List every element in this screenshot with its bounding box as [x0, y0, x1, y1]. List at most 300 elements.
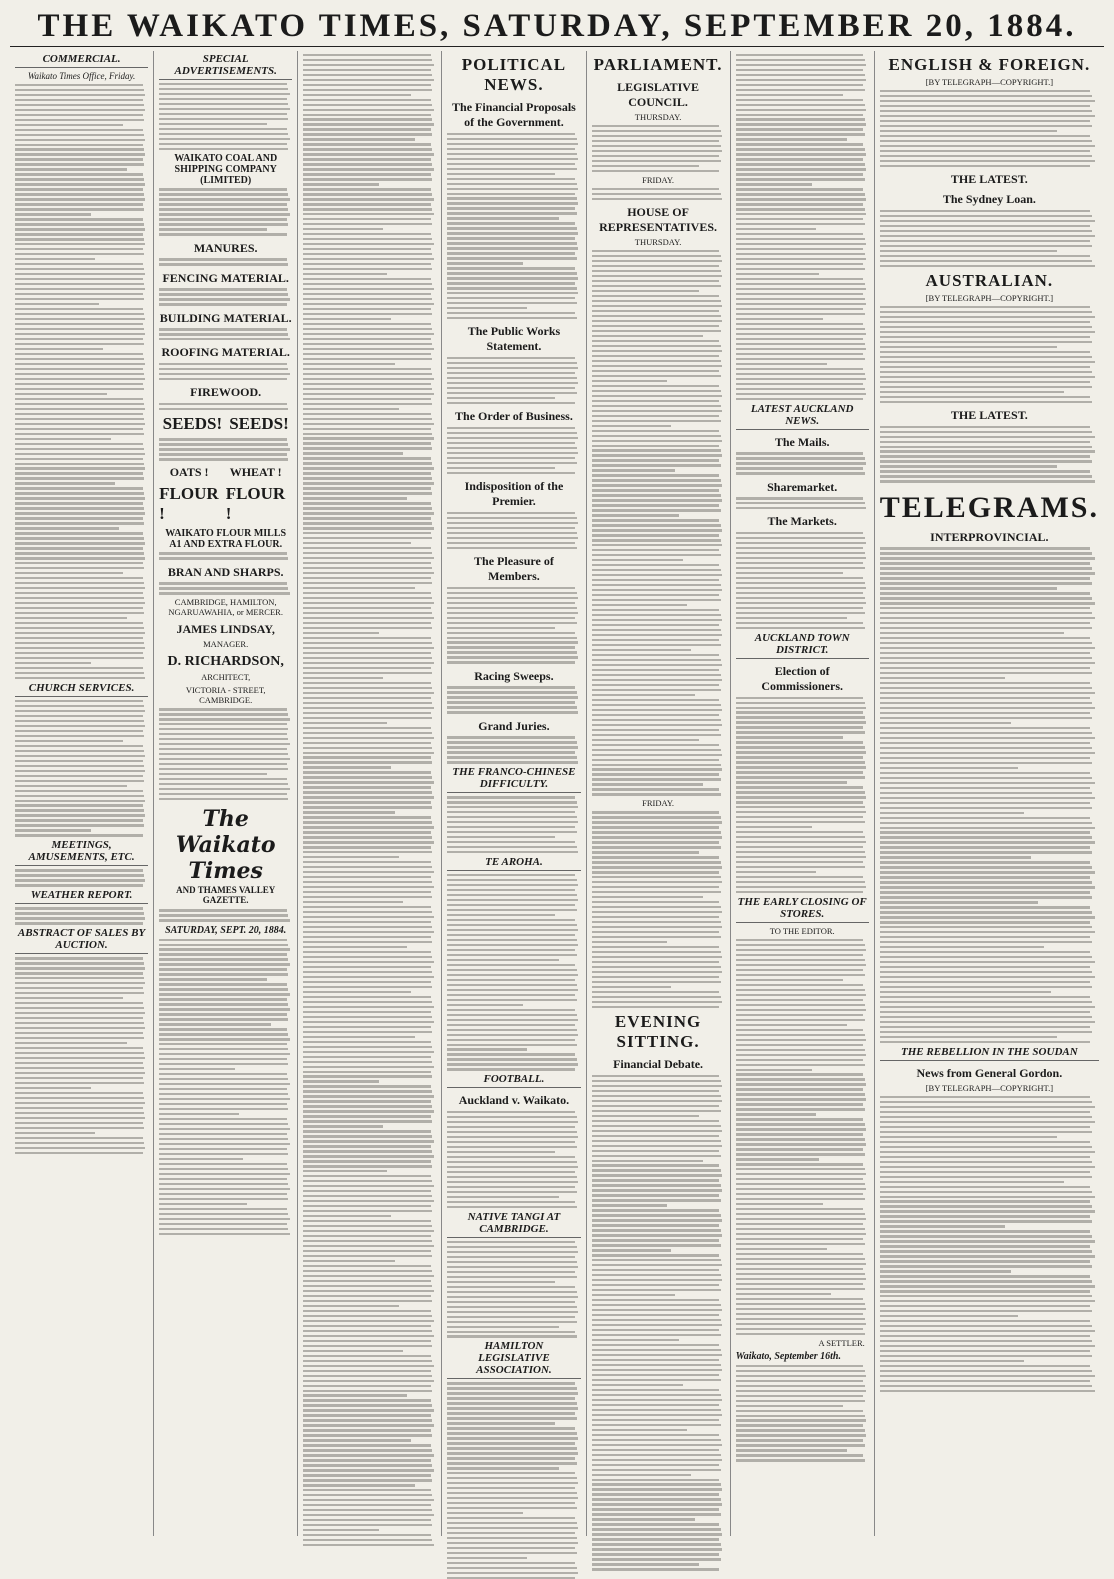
- text-line: [592, 881, 722, 883]
- text-line: [303, 901, 403, 903]
- text-line: [15, 368, 143, 370]
- text-line: [303, 353, 431, 355]
- text-line: [592, 831, 721, 833]
- text-line: [15, 467, 145, 469]
- text-line: [303, 642, 432, 644]
- text-line: [736, 84, 864, 86]
- text-line: [592, 1279, 722, 1281]
- text-line: [447, 148, 575, 150]
- text-line: [303, 1145, 431, 1147]
- text-line: [880, 1295, 1093, 1297]
- text-line: [592, 1483, 721, 1485]
- text-line: [736, 1380, 864, 1382]
- text-line: [303, 791, 432, 793]
- text-block: [880, 547, 1099, 1043]
- text-line: [736, 944, 865, 946]
- text-line: [303, 871, 433, 873]
- text-line: [592, 1304, 721, 1306]
- text-line: [159, 448, 289, 450]
- text-line: [736, 1014, 864, 1016]
- text-block: [736, 1365, 869, 1462]
- text-line: [880, 1041, 1090, 1043]
- text-line: [592, 783, 704, 785]
- text-line: [447, 617, 575, 619]
- text-line: [880, 856, 1031, 858]
- text-line: [159, 587, 288, 589]
- text-line: [159, 557, 288, 559]
- text-line: [447, 1271, 575, 1273]
- text-line: [159, 133, 288, 135]
- text-line: [159, 1088, 287, 1090]
- text-line: [15, 1137, 143, 1139]
- text-line: [303, 1409, 433, 1411]
- text-line: [447, 1029, 576, 1031]
- text-line: [736, 223, 865, 225]
- text-line: [592, 1204, 668, 1206]
- text-line: [880, 662, 1095, 664]
- text-line: [159, 1183, 288, 1185]
- text-line: [736, 587, 866, 589]
- text-line: [736, 1238, 864, 1240]
- text-line: [303, 1494, 432, 1496]
- text-line: [447, 1196, 559, 1198]
- text-line: [15, 532, 143, 534]
- text-line: [736, 1203, 824, 1205]
- text-line: [880, 1305, 1090, 1307]
- text-line: [447, 372, 575, 374]
- text-line: [880, 901, 1038, 903]
- text-line: [880, 1235, 1093, 1237]
- text-line: [303, 89, 432, 91]
- text-line: [303, 687, 432, 689]
- text-line: [447, 1477, 576, 1479]
- text-line: [880, 260, 1093, 262]
- text-line: [447, 1068, 575, 1070]
- text-line: [880, 1016, 1093, 1018]
- text-line: [592, 1508, 720, 1510]
- text-line: [447, 909, 576, 911]
- text-line: [15, 338, 143, 340]
- text-line: [736, 756, 864, 758]
- text-line: [15, 705, 144, 707]
- text-line: [15, 765, 144, 767]
- text-line: [592, 469, 676, 471]
- text-line: [880, 1350, 1090, 1352]
- text-line: [447, 974, 577, 976]
- text-line: [303, 627, 432, 629]
- text-line: [15, 622, 143, 624]
- text-line: [447, 836, 555, 838]
- text-line: [303, 577, 431, 579]
- text-line: [303, 567, 432, 569]
- text-line: [159, 1058, 287, 1060]
- text-line: [303, 1011, 431, 1013]
- text-line: [447, 447, 576, 449]
- text-line: [15, 819, 143, 821]
- text-line: [159, 1113, 239, 1115]
- text-line: [592, 1553, 720, 1555]
- text-line: [592, 1075, 720, 1077]
- text-line: [592, 514, 680, 516]
- text-line: [736, 1093, 865, 1095]
- political-heading: POLITICAL NEWS.: [461, 55, 567, 94]
- text-line: [880, 742, 1090, 744]
- text-line: [159, 743, 289, 745]
- text-line: [592, 390, 721, 392]
- text-line: [736, 702, 865, 704]
- text-line: [15, 507, 144, 509]
- text-line: [592, 729, 720, 731]
- text-line: [880, 115, 1095, 117]
- text-line: [592, 1479, 720, 1481]
- text-line: [880, 225, 1090, 227]
- text-line: [736, 1449, 848, 1451]
- text-line: [15, 992, 144, 994]
- text-line: [303, 766, 391, 768]
- text-line: [447, 382, 577, 384]
- text-line: [592, 569, 721, 571]
- text-line: [447, 1181, 577, 1183]
- text-line: [736, 697, 864, 699]
- text-line: [880, 782, 1095, 784]
- interprovincial-heading: INTERPROVINCIAL.: [930, 529, 1049, 544]
- text-line: [447, 1281, 555, 1283]
- text-line: [15, 418, 144, 420]
- text-line: [159, 1208, 287, 1210]
- text-line: [736, 1273, 865, 1275]
- text-line: [592, 1155, 721, 1157]
- text-line: [303, 1240, 432, 1242]
- text-line: [736, 353, 864, 355]
- text-line: [447, 1507, 576, 1509]
- text-line: [159, 113, 287, 115]
- text-line: [447, 1126, 575, 1128]
- text-line: [15, 577, 143, 579]
- text-line: [880, 436, 1095, 438]
- text-line: [15, 423, 145, 425]
- text-line: [880, 622, 1090, 624]
- text-line: [303, 1275, 433, 1277]
- text-line: [303, 512, 433, 514]
- text-line: [159, 592, 289, 594]
- text-line: [303, 587, 415, 589]
- text-line: [736, 1163, 864, 1165]
- text-line: [159, 1103, 287, 1105]
- text-line: [447, 979, 575, 981]
- text-line: [447, 1176, 576, 1178]
- text-line: [159, 1223, 287, 1225]
- text-line: [303, 203, 431, 205]
- text-line: [880, 582, 1093, 584]
- text-line: [736, 1390, 866, 1392]
- text-line: [736, 939, 864, 941]
- australian-telegraph: [BY TELEGRAPH—COPYRIGHT.]: [925, 292, 1054, 303]
- text-line: [736, 313, 865, 315]
- text-line: [447, 637, 576, 639]
- fencing-heading: FENCING MATERIAL.: [162, 270, 289, 285]
- text-line: [447, 1557, 527, 1559]
- text-line: [159, 1158, 243, 1160]
- text-line: [736, 1004, 865, 1006]
- text-line: [303, 1185, 433, 1187]
- text-line: [303, 173, 431, 175]
- text-line: [447, 934, 575, 936]
- text-line: [15, 1112, 144, 1114]
- text-line: [736, 974, 865, 976]
- text-line: [303, 348, 433, 350]
- text-line: [592, 1399, 722, 1401]
- text-line: [736, 133, 865, 135]
- text-line: [592, 579, 720, 581]
- text-line: [736, 562, 864, 564]
- text-line: [447, 1053, 575, 1055]
- text-line: [159, 148, 288, 150]
- text-line: [303, 158, 431, 160]
- text-line: [303, 592, 431, 594]
- text-line: [736, 1318, 865, 1320]
- text-line: [592, 1374, 720, 1376]
- text-line: [447, 1482, 577, 1484]
- text-line: [15, 1107, 143, 1109]
- text-line: [880, 145, 1095, 147]
- text-line: [447, 542, 575, 544]
- text-line: [592, 1189, 722, 1191]
- text-line: [15, 829, 91, 831]
- australian-heading: AUSTRALIAN.: [925, 270, 1054, 290]
- text-line: [447, 607, 576, 609]
- text-line: [736, 1133, 864, 1135]
- native-tangi-heading: NATIVE TANGI AT CAMBRIDGE.: [447, 1211, 580, 1238]
- markets-heading: The Markets.: [767, 514, 837, 529]
- text-line: [303, 323, 431, 325]
- text-line: [736, 597, 865, 599]
- text-line: [736, 1283, 864, 1285]
- text-line: [15, 834, 143, 836]
- text-line: [159, 403, 287, 405]
- text-line: [447, 1039, 575, 1041]
- text-line: [447, 1151, 555, 1153]
- text-line: [736, 552, 865, 554]
- text-line: [159, 993, 289, 995]
- text-line: [592, 1523, 720, 1525]
- text-line: [736, 208, 865, 210]
- text-line: [15, 463, 144, 465]
- text-line: [447, 706, 576, 708]
- text-line: [303, 398, 431, 400]
- text-line: [303, 123, 433, 125]
- text-line: [303, 238, 432, 240]
- text-line: [447, 1316, 575, 1318]
- text-line: [592, 971, 722, 973]
- text-line: [592, 629, 721, 631]
- text-line: [447, 262, 523, 264]
- text-line: [303, 198, 433, 200]
- financial-debate-heading: Financial Debate.: [613, 1057, 704, 1072]
- text-line: [592, 484, 722, 486]
- text-line: [15, 1017, 143, 1019]
- text-line: [736, 781, 848, 783]
- text-line: [447, 377, 576, 379]
- text-line: [447, 1497, 577, 1499]
- text-line: [736, 502, 865, 504]
- text-line: [303, 497, 407, 499]
- text-line: [447, 312, 575, 314]
- text-line: [303, 1310, 431, 1312]
- text-line: [736, 766, 866, 768]
- text-line: [303, 1350, 403, 1352]
- text-line: [880, 1320, 1090, 1322]
- text-line: [592, 1001, 722, 1003]
- text-line: [303, 303, 433, 305]
- text-line: [303, 1290, 433, 1292]
- text-line: [736, 378, 866, 380]
- flour-mills-title: WAIKATO FLOUR MILLS A1 AND EXTRA FLOUR.: [165, 527, 287, 550]
- text-line: [736, 856, 866, 858]
- text-line: [880, 426, 1090, 428]
- text-line: [303, 278, 431, 280]
- text-line: [15, 1042, 127, 1044]
- text-line: [303, 358, 432, 360]
- text-line: [592, 1269, 720, 1271]
- text-line: [592, 1568, 720, 1570]
- text-line: [303, 378, 433, 380]
- text-line: [447, 1547, 575, 1549]
- text-line: [15, 502, 143, 504]
- text-line: [592, 1160, 704, 1162]
- text-line: [880, 1141, 1090, 1143]
- text-line: [736, 532, 864, 534]
- text-line: [447, 632, 575, 634]
- auckland-town-heading: AUCKLAND TOWN DISTRICT.: [736, 632, 869, 659]
- text-line: [15, 153, 145, 155]
- text-block: [880, 426, 1099, 483]
- text-line: [159, 1143, 289, 1145]
- text-line: [880, 1250, 1093, 1252]
- text-line: [159, 223, 288, 225]
- text-line: [880, 597, 1093, 599]
- text-line: [880, 861, 1090, 863]
- text-line: [15, 1142, 144, 1144]
- text-line: [447, 212, 576, 214]
- text-line: [736, 213, 866, 215]
- text-line: [303, 213, 433, 215]
- text-line: [15, 458, 143, 460]
- text-line: [736, 984, 864, 986]
- column-3: [298, 51, 442, 1536]
- text-line: [447, 1009, 575, 1011]
- text-line: [592, 1214, 721, 1216]
- text-line: [736, 1253, 864, 1255]
- text-line: [592, 449, 721, 451]
- text-block: [880, 90, 1099, 167]
- text-line: [736, 801, 864, 803]
- text-line: [736, 736, 844, 738]
- text-line: [736, 64, 866, 66]
- text-line: [303, 442, 431, 444]
- text-line: [447, 427, 575, 429]
- text-line: [159, 288, 287, 290]
- text-line: [303, 163, 432, 165]
- text-line: [15, 730, 143, 732]
- text-line: [159, 983, 287, 985]
- text-line: [592, 395, 722, 397]
- text-line: [15, 328, 144, 330]
- text-line: [592, 679, 722, 681]
- text-line: [592, 624, 720, 626]
- text-line: [447, 1286, 575, 1288]
- text-line: [15, 562, 143, 564]
- text-line: [880, 1380, 1090, 1382]
- text-line: [736, 1198, 865, 1200]
- text-line: [592, 981, 721, 983]
- text-line: [447, 1256, 575, 1258]
- text-line: [736, 143, 864, 145]
- text-line: [303, 702, 432, 704]
- text-line: [15, 1012, 145, 1014]
- text-line: [303, 1085, 431, 1087]
- text-line: [447, 741, 576, 743]
- text-line: [159, 443, 288, 445]
- places-list: CAMBRIDGE, HAMILTON, NGARUAWAHIA, or MERCER.: [168, 597, 283, 618]
- text-line: [447, 1161, 576, 1163]
- text-line: [736, 388, 865, 390]
- text-line: [303, 1365, 433, 1367]
- latest-heading-2: THE LATEST.: [950, 407, 1028, 422]
- text-line: [736, 89, 865, 91]
- text-line: [592, 634, 722, 636]
- text-line: [592, 260, 722, 262]
- text-line: [592, 365, 722, 367]
- text-line: [303, 1105, 432, 1107]
- text-line: [592, 956, 722, 958]
- text-line: [15, 1072, 145, 1074]
- text-line: [15, 874, 144, 876]
- text-line: [303, 208, 432, 210]
- text-line: [736, 881, 865, 883]
- text-line: [303, 1135, 432, 1137]
- text-line: [736, 158, 864, 160]
- text-line: [159, 1213, 288, 1215]
- text-line: [447, 1321, 576, 1323]
- text-line: [736, 1395, 864, 1397]
- building-heading: BUILDING MATERIAL.: [159, 310, 292, 325]
- text-line: [303, 1285, 432, 1287]
- text-line: [447, 914, 555, 916]
- text-line: [15, 542, 145, 544]
- text-line: [159, 988, 288, 990]
- text-line: [303, 84, 431, 86]
- text-line: [880, 455, 1090, 457]
- text-line: [15, 119, 144, 121]
- text-line: [447, 1517, 575, 1519]
- text-line: [736, 74, 865, 76]
- text-line: [447, 884, 577, 886]
- text-line: [592, 861, 721, 863]
- text-line: [159, 1233, 289, 1235]
- text-line: [592, 694, 696, 696]
- text-line: [592, 684, 720, 686]
- text-line: [447, 622, 576, 624]
- text-line: [736, 954, 864, 956]
- text-line: [736, 1193, 864, 1195]
- text-line: [736, 218, 864, 220]
- text-line: [447, 272, 576, 274]
- text-line: [880, 1121, 1095, 1123]
- text-line: [15, 228, 145, 230]
- text-line: [880, 896, 1093, 898]
- text-block: [447, 357, 580, 404]
- text-line: [592, 125, 720, 127]
